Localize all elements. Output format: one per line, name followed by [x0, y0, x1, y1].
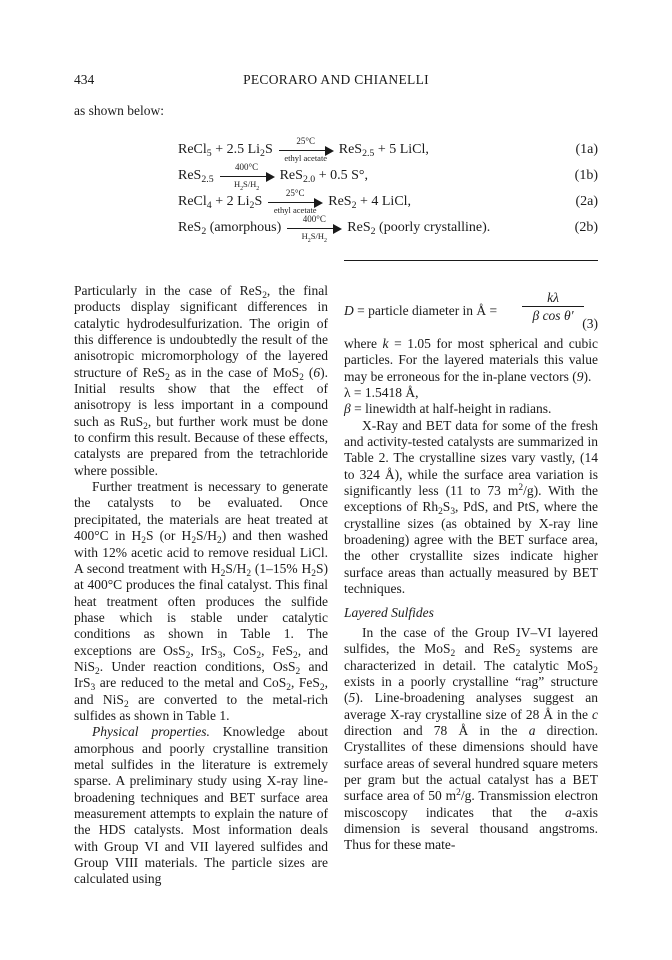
arrow-condition-below: ethyl acetate — [273, 205, 317, 215]
arrow-condition-above: 400°C — [302, 214, 326, 224]
reaction-arrow — [285, 214, 343, 250]
equation-reactants: ReS$_{2.5}$ — [178, 168, 214, 185]
section-heading: Layered Sulfides — [344, 604, 434, 620]
arrow-condition-below: ethyl acetate — [284, 153, 328, 163]
equation-reactants: ReS$_2$ (amorphous) — [178, 220, 282, 237]
reaction-equation — [178, 214, 598, 250]
paragraph: Physical properties. Knowledge about amorphous and poorly crystalline transition metal sulfides in the literature is extremely sparse. A preliminary study using X-ray line-broadening techniques and BET surface area measurement attempts to explain the nature of the HDS catalysts. Most information deals with Group VI and VII layered sulfides and Group VIII materials. The particle sizes are calculated using — [74, 724, 328, 887]
paragraph: In the case of the Group IV–VI layered sulfides, the MoS$_2$ and ReS$_2$ systems are characterized in detail. The catalytic MoS$_2$ exists in a poorly crystalline “rag” structure (5). Line-broadening analyses suggest an average X-ray crystalline size of 28 Å in the c direction and 78 Å in the a direction. Crystallites of these dimensions should have surface areas of several hundred square meters per gram but the actual catalyst has a BET surface area of 50 $m^2/g$. Transmission electron miscoscopy indicates that the a-axis dimension is several thousand angstroms. Thus for these mate- — [344, 624, 599, 853]
formula-label: D = particle diameter in Å = — [344, 303, 498, 318]
equation-products: ReS$_{2.5}$ + 5 LiCl, — [338, 142, 429, 159]
equation-number: (2b) — [574, 220, 598, 235]
arrow-condition-above: 25°C — [285, 188, 305, 198]
arrow-condition-below: $H_2S/H_2$ — [233, 179, 260, 192]
running-head: PECORARO AND CHIANELLI — [243, 72, 429, 87]
equation-products: ReS$_2$ + 4 LiCl, — [328, 194, 412, 211]
equation-number: (3) — [582, 316, 598, 331]
equation-products: ReS$_2$ (poorly crystalline). — [347, 220, 491, 237]
intro-text: as shown below: — [74, 103, 164, 118]
arrow-condition-above: 400°C — [235, 162, 259, 172]
equation-number: (1a) — [575, 142, 598, 157]
particle-diameter-formula — [344, 290, 598, 330]
arrow-condition-above: 25°C — [296, 136, 316, 146]
column-rule — [344, 260, 598, 261]
right-column — [344, 336, 598, 854]
equation-reactants: ReCl$_5$ + 2.5 $Li_2S$ — [178, 142, 273, 159]
formula-denominator: β cos θ′ — [522, 306, 584, 324]
paragraph: Particularly in the case of ReS$_2$, the final products display significant differences in catalytic hydrodesulfurization. The origin of this difference is undoubtedly the result of the anisotropic micromorphology of the layered structure of ReS$_2$ as in the case of MoS$_2$ (6). Initial results show that the effect of anisotropy is less important in a compound such as RuS$_2$, but further work must be done to confirm this result. Because of these effects, catalysts are prepared from the tetrachloride where possible. — [74, 283, 329, 478]
equation-number: (2a) — [575, 194, 598, 209]
equation-number: (1b) — [574, 168, 598, 183]
paragraph: λ = 1.5418 Å, — [344, 385, 419, 401]
formula-fraction — [522, 290, 584, 324]
paragraph: X-Ray and BET data for some of the fresh and activity-tested catalysts are summarized in Table 2. The crystalline sizes vary vastly, (14 to 324 Å), while the surface area variation is significantly less (11 to 73 $m^2/g$). With the exceptions of $Rh_2S_3$, PdS, and PtS, where the crystalline sizes (as obtained by X-ray line broadening) agree with the BET surface area, the other crystallite sizes indicate higher surface areas than actually measured by BET techniques. — [344, 417, 599, 597]
arrow-condition-below: $H_2S/H_2$ — [301, 231, 327, 244]
equation-products: ReS$_{2.0}$ + 0.5 S°, — [279, 168, 368, 185]
page-header — [74, 72, 598, 90]
paragraph: Further treatment is necessary to generate the catalysts to be evaluated. Once precipitated, the materials are heat treated at 400°C in $H_2S$ (or $H_2S/H_2$) and then washed with 12% acetic acid to remove residual LiCl. A second treatment with $H_2S/H_2$ (1–15% $H_2S$) at 400°C produces the final catalyst. This final heat treatment often produces the sulfide phase which is stable under catalytic conditions as shown in Table 1. The exceptions are OsS$_2$, IrS$_3$, CoS$_2$, FeS$_2$, and NiS$_2$. Under reaction conditions, OsS$_2$ and IrS$_3$ are reduced to the metal and CoS$_2$, FeS$_2$, and NiS$_2$ are converted to the metal-rich sulfides as shown in Table 1. — [74, 479, 329, 723]
paragraph: where k = 1.05 for most spherical and cubic particles. For the layered materials this value may be erroneous for the in-plane vectors (9). — [344, 336, 598, 384]
left-column — [74, 283, 328, 888]
paragraph: β = linewidth at half-height in radians. — [344, 401, 552, 417]
page-number: 434 — [74, 72, 95, 87]
equation-reactants: ReCl$_4$ + 2 $Li_2S$ — [178, 194, 263, 211]
formula-numerator: kλ — [547, 290, 559, 305]
